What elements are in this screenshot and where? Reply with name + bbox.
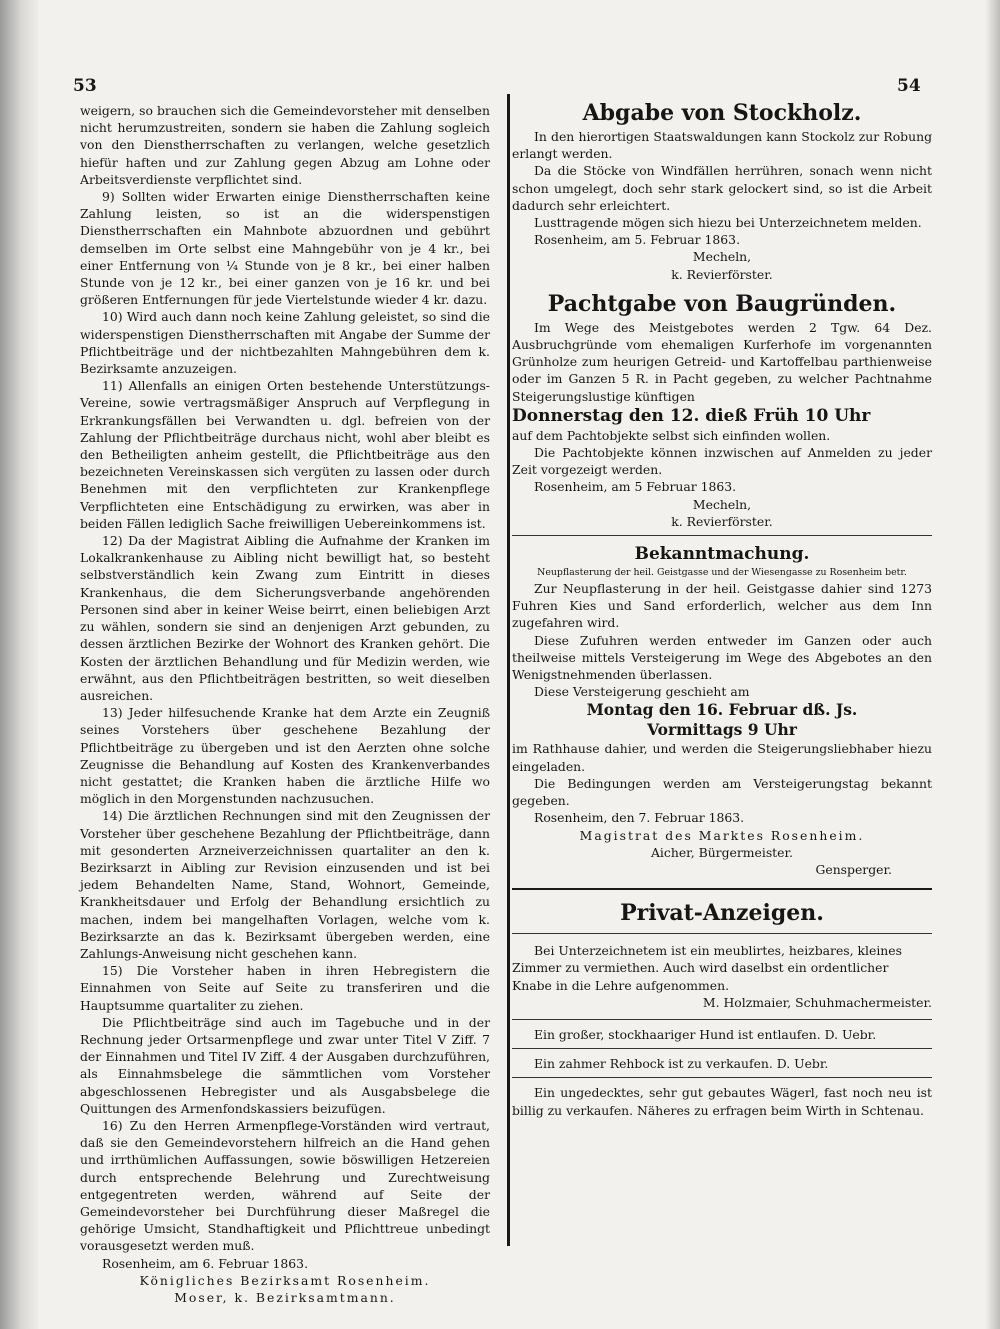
pachtgabe-p3: Die Pachtobjekte können inzwischen auf Anmelden zu jeder Zeit vorgezeigt werden. xyxy=(512,445,932,478)
private-ad-waegerl: Ein ungedecktes, sehr gut gebautes Wägerl, fast noch neu ist billig zu verkaufen. Näheres zu erfragen beim Wirth in Schtenau. xyxy=(512,1085,932,1118)
bekanntmachung-signer-2: Gensperger. xyxy=(815,861,892,877)
bekanntmachung-p2: Diese Zufuhren werden entweder im Ganzen oder auch theilweise mittels Versteigerung im Wege des Abgebotes an den Wenigstnehmenden überlassen. xyxy=(512,632,932,683)
bekanntmachung-date-highlight: Montag den 16. Februar dß. Js. xyxy=(586,700,858,720)
stockholz-p3: Lusttragende mögen sich hiezu bei Unterzeichnetem melden. xyxy=(534,215,922,231)
bekanntmachung-authority: Magistrat des Marktes Rosenheim. xyxy=(579,827,865,843)
ad-title-pachtgabe: Pachtgabe von Baugründen. xyxy=(547,290,897,317)
ad-title-stockholz: Abgabe von Stockholz. xyxy=(582,100,862,126)
office-name: Königliches Bezirksamt Rosenheim. xyxy=(139,1272,431,1288)
pachtgabe-p2: auf dem Pachtobjekte selbst sich einfinden wollen. xyxy=(512,427,831,443)
column-divider xyxy=(507,94,510,1246)
paragraph-intro: weigern, so brauchen sich die Gemeindevorsteher mit denselben nicht herumzustreiten, sondern sie haben die Zahlung sogleich von den Dienstherrschaften zu verlangen, welche gesetzlich hiefür haften und zur Zahlung gegen Abzug am Lohne oder Arbeitsverdienste verpflichtet sind. xyxy=(80,103,490,187)
bekanntmachung-p3: Diese Versteigerung geschieht am xyxy=(534,684,750,700)
private-ad-zimmer xyxy=(512,942,932,1011)
bekanntmachung-p1: Zur Neupflasterung in der heil. Geistgasse dahier sind 1273 Fuhren Kies und Sand erforderlich, welcher aus dem Inn zugefahren wird. xyxy=(512,581,932,631)
paragraph-11: 11) Allenfalls an einigen Orten bestehende Unterstützungs-Vereine, sowie vertragsmäßiger Anspruch auf Verpflegung in Erkrankungsfällen bei Verwandten u. dgl. befreien von der Zahlung der Pflichtbeiträge durchaus nicht, wohl aber bleibt es den Betheiligten anheim gestellt, die Pflichtbeiträge aus den bezeichneten Vereinskassen sich vergüten zu lassen oder durch Benehmen mit den verpflichteten zur Krankenpflege Verpflichteten eine Entschädigung zu erwirken, was aber in beiden Fällen lediglich Sache freiwilligen Uebereinkommens ist. xyxy=(80,378,490,531)
left-column xyxy=(80,102,490,1306)
stockholz-p2: Da die Stöcke von Windfällen herrühren, sonach wenn nicht schon umgelegt, doch sehr stark gelockert sind, so ist die Arbeit dadurch sehr erleichtert. xyxy=(512,163,932,213)
stockholz-signer: Mecheln, xyxy=(692,249,752,265)
stockholz-date: Rosenheim, am 5. Februar 1863. xyxy=(534,232,741,248)
ad-zimmer-line2: Zimmer zu vermiethen. Auch wird daselbst ein ordentlicher xyxy=(512,960,889,976)
paragraph-12: 12) Da der Magistrat Aibling die Aufnahme der Kranken im Lokalkrankenhause zu Aibling nicht bewilligt hat, so besteht selbstverständlich kein Zwang zum Eintritt in dieses Krankenhaus, die dem Sicherungsverbande angehörenden Personen sind aber in keiner Weise beirrt, einen beliebigen Arzt zu wählen, sondern sie sind an denjenigen Arzt gebunden, zu dessen ärztlichen Bezirke der Wohnort des Kranken gehört. Die Kosten der ärztlichen Behandlung und für Medizin werden, wie erwähnt, aus den Pflichtbeiträgen bestritten, so weit dieselben ausreichen. xyxy=(80,533,490,703)
pachtgabe-signer: Mecheln, xyxy=(692,496,752,512)
pachtgabe-p1: Im Wege des Meistgebotes werden 2 Tgw. 64 Dez. Ausbruchgründe vom ehemaligen Kurferhofe im vorgenannten Grünholze zum heurigen Getreid- und Kartoffelbau parthienweise oder im Ganzen 5 R. in Pacht gegeben, zu welcher Pachtnahme Steigerungslustige künftigen xyxy=(512,319,932,404)
ad-title-bekanntmachung: Bekanntmachung. xyxy=(634,544,810,565)
stockholz-p1: In den hierortigen Staatswaldungen kann Stockolz zur Robung erlangt werden. xyxy=(512,129,932,162)
paragraph-10: 10) Wird auch dann noch keine Zahlung geleistet, so sind die widerspenstigen Dienstherrschaften mit Angabe der Summe der Pflichtbeiträge und der nichtbezahlten Mahngebühren dem k. Bezirksamte anzuzeigen. xyxy=(80,309,490,377)
pachtgabe-date: Rosenheim, am 5 Februar 1863. xyxy=(534,479,737,495)
paragraph-13: 13) Jeder hilfesuchende Kranke hat dem Arzte ein Zeugniß seines Vorstehers über geschehene Bezahlung der Pflichtbeiträge zu übergeben und ist den Aerzten ohne solche Zeugnisse die Behandlung auf Kosten des Krankenverbandes nicht gestattet; die Kranken haben die ärztliche Hilfe wo möglich in den Morgenstunden nachzusuchen. xyxy=(80,705,490,807)
right-column xyxy=(512,98,932,1119)
section-divider-thick xyxy=(512,888,932,890)
bekanntmachung-subject: Neupflasterung der heil. Geistgasse und der Wiesengasse zu Rosenheim betr. xyxy=(537,567,907,579)
ad-divider xyxy=(512,1077,932,1078)
private-ad-hund: Ein großer, stockhaariger Hund ist entlaufen. D. Uebr. xyxy=(534,1026,877,1042)
page-number-right: 54 xyxy=(897,76,921,96)
ad-title-private: Privat-Anzeigen. xyxy=(620,900,824,927)
bekanntmachung-date: Rosenheim, den 7. Februar 1863. xyxy=(534,810,745,826)
bekanntmachung-p5: Die Bedingungen werden am Versteigerungstag bekannt gegeben. xyxy=(512,775,932,809)
bekanntmachung-time-highlight: Vormittags 9 Uhr xyxy=(647,720,797,740)
paragraph-9: 9) Sollten wider Erwarten einige Dienstherrschaften keine Zahlung leisten, so ist an die widerspenstigen Dienstherrschaften ein Mahnbote abzuordnen und gebührt demselben im Orte selbst eine Mahngebühr von je 4 kr., bei einer Entfernung von ¼ Stunde von je 8 kr., bei einer halben Stunde von je 12 kr., bei einer ganzen von je 16 kr. und bei größeren Entfernungen für jede Viertelstunde wieder 4 kr. dazu. xyxy=(80,189,490,308)
ad-zimmer-line1: Bei Unterzeichnetem ist ein meublirtes, heizbares, kleines xyxy=(534,943,902,959)
section-divider xyxy=(512,535,932,536)
paragraph-15b: Die Pflichtbeiträge sind auch im Tagebuche und in der Rechnung jeder Ortsarmenpflege und zwar unter Titel V Ziff. 7 der Einnahmen und Titel IV Ziff. 4 der Ausgaben durchzuführen, als Einnahmsbelege die sämmtlichen vom Vorsteher abgeschlossenen Hebregister und als Ausgabsbelege die Quittungen des Armenfondskassiers beizufügen. xyxy=(80,1014,490,1116)
ad-divider xyxy=(512,1019,932,1020)
ad-zimmer-signer: M. Holzmaier, Schuhmachermeister. xyxy=(702,994,932,1010)
paragraph-15: 15) Die Vorsteher haben in ihren Hebregistern die Einnahmen von Seite auf Seite zu transferiren und die Hauptsumme quartaliter zu ziehen. xyxy=(80,963,490,1013)
ad-zimmer-line3: Knabe in die Lehre aufgenommen. xyxy=(512,977,730,993)
page-number-left: 53 xyxy=(73,76,97,96)
section-divider xyxy=(512,933,932,934)
page-edge-shadow xyxy=(986,0,1000,1329)
signer-name: Moser, k. Bezirksamtmann. xyxy=(174,1290,396,1306)
private-ad-rehbock: Ein zahmer Rehbock ist zu verkaufen. D. Uebr. xyxy=(534,1056,829,1072)
paragraph-14: 14) Die ärztlichen Rechnungen sind mit den Zeugnissen der Vorsteher über geschehene Bezahlung der Pflichtbeiträge, dann mit gesonderten Arzneiverzeichnissen quartaliter an den k. Bezirksarzt in Aibling zur Revision einzusenden und ist bei jedem Behandelten Name, Stand, Wohnort, Gemeinde, Krankheitsdauer und Erfolg der Behandlung ersichtlich zu machen, indem bei mangelhaften Vorlagen, welche vom k. Bezirksarzte an das k. Bezirksamt übergeben werden, eine Zahlungs-Anweisung nicht geschehen kann. xyxy=(80,808,490,961)
pachtgabe-signer-title: k. Revierförster. xyxy=(671,513,773,529)
paragraph-16: 16) Zu den Herren Armenpflege-Vorständen wird vertraut, daß sie den Gemeindevorstehern hilfreich an die Hand gehen und irrthümlichen Auffassungen, sowie böswilligen Hetzereien durch entsprechende Belehrung und Zurechtweisung entgegentreten werden, während auf Seite der Gemeindevorsteher bei Durchführung dieser Maßregel die gehörige Umsicht, Standhaftigkeit und Pflichttreue unbedingt vorausgesetzt werden muß. xyxy=(80,1117,490,1254)
bekanntmachung-p4: im Rathhause dahier, und werden die Steigerungsliebhaber hiezu eingeladen. xyxy=(512,741,932,774)
left-date: Rosenheim, am 6. Februar 1863. xyxy=(102,1255,309,1271)
ad-divider xyxy=(512,1048,932,1049)
stockholz-signer-title: k. Revierförster. xyxy=(671,266,773,282)
page-gutter-shadow xyxy=(0,0,38,1329)
pachtgabe-date-highlight: Donnerstag den 12. dieß Früh 10 Uhr xyxy=(512,405,871,426)
bekanntmachung-signer-1: Aicher, Bürgermeister. xyxy=(650,844,793,860)
